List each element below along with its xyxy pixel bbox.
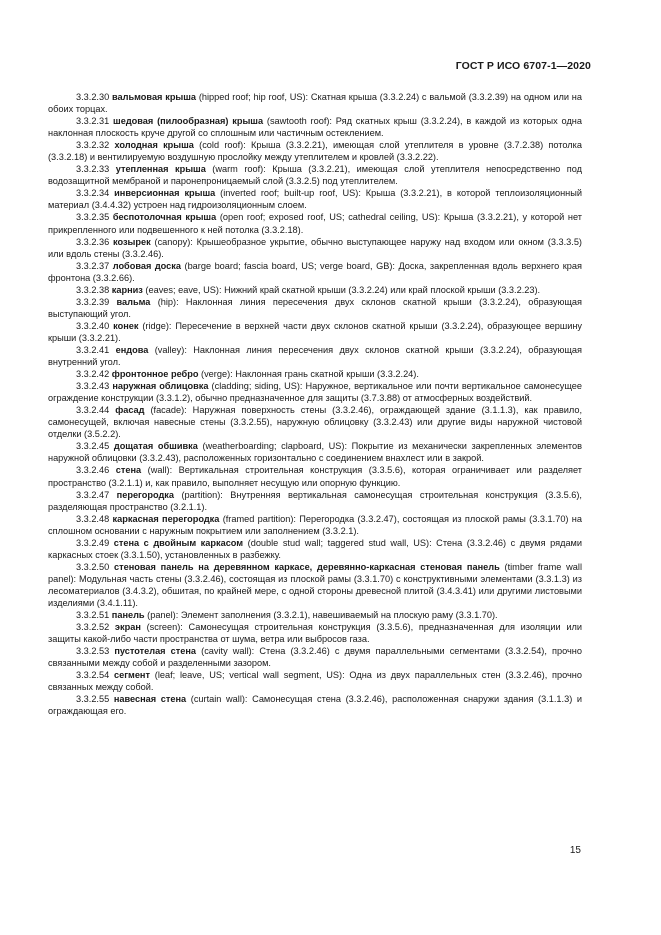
entry-definition: (partition): Внутренняя вертикальная самонесущая строительная конструкция (3.3.5.6), разделяющая пространство (3.2.1.1). [48,489,582,512]
glossary-entry [48,115,582,139]
entry-definition: (hip): Наклонная линия пересечения двух склонов скатной крыши (3.3.2.24), образующая выступающий угол. [48,296,582,319]
glossary-entry [48,91,582,115]
entry-term: карниз [111,284,143,295]
entry-number: 3.3.2.35 [76,212,110,223]
entry-definition: (cladding; siding, US): Наружное, вертикальное или почти вертикальное самонесущее ограждение конструкции (3.3.1.2), обычно предназначенное для защиты (3.7.3.88) от атмосферных воздействий. [48,381,583,404]
entry-definition: (sawtooth roof): Ряд скатных крыш (3.3.2.24), в каждой из которых одна наклонная плоскость круче другой со сплошным или частичным остеклением. [48,116,582,139]
entry-term: инверсионная крыша [114,188,216,199]
entry-number: 3.3.2.46 [76,465,110,476]
entry-number: 3.3.2.49 [76,537,110,548]
entry-term: утепленная крыша [115,164,206,175]
glossary-content [48,91,582,717]
entry-term: сегмент [113,670,150,681]
entry-definition: (valley): Наклонная линия пересечения двух склонов скатной крыши (3.3.2.24), образующая внутренний угол. [48,344,582,368]
entry-number: 3.3.2.33 [76,164,110,175]
glossary-entry [48,211,582,235]
glossary-entry [48,344,582,368]
entry-number: 3.3.2.30 [76,92,110,102]
entry-term: навесная стена [113,694,187,705]
entry-number: 3.3.2.50 [76,561,110,572]
entry-term: шедовая (пилообразная) крыша [113,116,264,127]
entry-term: стеновая панель на деревянном каркасе, деревянно-каркасная стеновая панель [114,561,500,572]
entry-term: вальмовая крыша [112,92,197,102]
glossary-entry [48,139,582,163]
standard-header: ГОСТ Р ИСО 6707-1—2020 [455,60,591,72]
glossary-entry [48,440,582,464]
entry-number: 3.3.2.53 [76,646,110,657]
glossary-entry [48,320,582,344]
entry-definition: (leaf; leave, US; vertical wall segment, US): Одна из двух параллельных стен (3.3.2.46), прочно связанных между собой. [48,670,582,693]
entry-term: вальма [116,296,151,307]
glossary-entry [48,236,582,260]
entry-definition: (panel): Элемент заполнения (3.3.2.1), навешиваемый на плоскую раму (3.3.1.70). [144,610,498,621]
entry-definition: (facade): Наружная поверхность стены (3.3.2.46), ограждающей здание (3.1.1.3), как правило, самонесущей, включая навесные стены (3.3.2.55), наружную облицовку (3.3.2.43) или другие виды наружной чистовой отделки (3.5.2.2). [48,405,582,440]
entry-term: конек [113,320,139,331]
entry-term: беспотолочная крыша [112,212,217,223]
entry-number: 3.3.2.55 [76,694,110,705]
entry-term: стена [115,465,142,476]
entry-term: экран [114,622,141,633]
entry-term: холодная крыша [114,140,194,151]
glossary-entry [48,187,582,211]
entry-number: 3.3.2.41 [76,344,110,355]
entry-definition: (ridge): Пересечение в верхней части двух склонов скатной крыши (3.3.2.24), образующее вершину крыши (3.3.2.21). [48,320,583,343]
entry-number: 3.3.2.54 [76,670,110,681]
entry-definition: (double stud wall; taggered stud wall, US): Стена (3.3.2.46) с двумя рядами каркасных стоек (3.3.1.50), установленных в разбежку. [48,537,582,560]
entry-number: 3.3.2.48 [76,513,110,524]
entry-number: 3.3.2.52 [76,622,110,633]
entry-definition: (open roof; exposed roof, US; cathedral ceiling, US): Крыша (3.3.2.21), у которой нет прикрепленного или подвешенного к ней потолка (3.3.2.18). [48,212,582,235]
entry-number: 3.3.2.51 [76,610,110,621]
entry-definition: (timber frame wall panel): Модульная часть стены (3.3.2.46), состоящая из плоской рамы (3.3.1.70) с конструктивными элементами (3.3.1.3) из лесоматериалов (3.4.3.2), обшитая, по крайней мере, с одной стороны древесной плитой (3.4.3.41) или другими листовыми изделиями (3.4.1.11). [48,561,582,608]
entry-term: лобовая доска [112,260,181,271]
entry-term: козырек [113,236,151,247]
entry-number: 3.3.2.45 [76,441,110,452]
entry-definition: (warm roof): Крыша (3.3.2.21), имеющая слой утеплителя непосредственно под водозащитной мембраной и паронепроницаемый слой (3.3.2.5) под утеплителем. [48,164,582,187]
glossary-entry [48,669,582,693]
glossary-entry [48,380,582,404]
entry-term: ендова [115,344,149,355]
glossary-entry [48,489,582,513]
entry-definition: (framed partition): Перегородка (3.3.2.47), состоящая из плоской рамы (3.3.1.70) на сплошном основании с наружным покрытием или заполнением (3.3.2.1). [48,513,582,536]
entry-number: 3.3.2.32 [76,140,110,151]
entry-definition: (curtain wall): Самонесущая стена (3.3.2.46), расположенная снаружи здания (3.1.1.3) и ограждающая его. [48,694,582,717]
entry-definition: (cold roof): Крыша (3.3.2.21), имеющая слой утеплителя в уровне (3.7.2.38) потолка (3.3.2.18) и вентилируемую воздушную прослойку между утеплителем и кровлей (3.3.2.22). [48,140,582,163]
page-number: 15 [569,845,581,856]
glossary-entry [48,296,582,320]
entry-term: фронтонное ребро [111,369,199,380]
entry-definition: (barge board; fascia board, US; verge board, GB): Доска, закрепленная вдоль верхнего края фронтона (3.3.2.66). [48,260,582,283]
entry-term: пустотелая стена [114,646,197,657]
entry-number: 3.3.2.43 [76,381,110,392]
glossary-entry [48,404,582,440]
entry-definition: (canopy): Крышеобразное укрытие, обычно выступающее наружу над входом или окном (3.3.3.5) или вдоль стены (3.3.2.46). [48,236,582,259]
entry-number: 3.3.2.36 [76,236,110,247]
entry-definition: (weatherboarding; clapboard, US): Покрытие из механически закрепленных элементов наружной облицовки (3.3.2.43), расположенных горизонтально с соединением внахлест или в закрой. [48,441,582,464]
glossary-entry [48,609,582,621]
entry-definition: (verge): Наклонная грань скатной крыши (3.3.2.24). [198,369,419,380]
entry-term: наружная облицовка [112,381,209,392]
entry-definition: (hipped roof; hip roof, US): Скатная крыша (3.3.2.24) с вальмой (3.3.2.39) на одном или на обоих торцах. [48,92,582,115]
entry-definition: (cavity wall): Стена (3.3.2.46) с двумя параллельными сегментами (3.3.2.54), прочно связанными между собой и разделенными зазором. [48,646,582,669]
glossary-entry [48,693,582,717]
glossary-entry [48,260,582,284]
glossary-entry [48,537,582,561]
entry-term: каркасная перегородка [112,513,220,524]
entry-number: 3.3.2.42 [76,369,110,380]
entry-number: 3.3.2.38 [76,284,110,295]
entry-number: 3.3.2.37 [76,260,110,271]
entry-term: дощатая обшивка [113,441,198,452]
entry-definition: (screen): Самонесущая строительная конструкция (3.3.5.6), предназначенная для изоляции или защиты какой-либо части пространства от шума, ветра или выбросов газа. [48,622,582,645]
entry-number: 3.3.2.31 [76,116,110,127]
glossary-entry [48,645,582,669]
entry-term: перегородка [116,489,175,500]
entry-term: панель [111,610,145,621]
glossary-entry [48,368,582,380]
glossary-entry [48,561,582,609]
entry-number: 3.3.2.39 [76,296,110,307]
glossary-entry [48,284,582,296]
entry-number: 3.3.2.47 [76,489,110,500]
entry-number: 3.3.2.34 [76,188,110,199]
entry-number: 3.3.2.40 [76,320,110,331]
entry-definition: (inverted roof; built-up roof, US): Крыша (3.3.2.21), в которой теплоизоляционный материал (3.4.4.32) устроен над гидроизоляционным слоем. [48,188,582,211]
entry-definition: (eaves; eave, US): Нижний край скатной крыши (3.3.2.24) или край плоской крыши (3.3.2.23). [142,284,541,295]
entry-definition: (wall): Вертикальная строительная конструкция (3.3.5.6), которая ограничивает или разделяет пространство (3.2.1.1) и, как правило, выполняет несущую или опорную функцию. [48,465,582,488]
glossary-entry [48,513,582,537]
glossary-entry [48,163,582,187]
entry-number: 3.3.2.44 [76,405,110,416]
glossary-entry [48,464,582,488]
entry-term: стена с двойным каркасом [113,537,244,548]
glossary-entry [48,621,582,645]
entry-term: фасад [115,405,145,416]
